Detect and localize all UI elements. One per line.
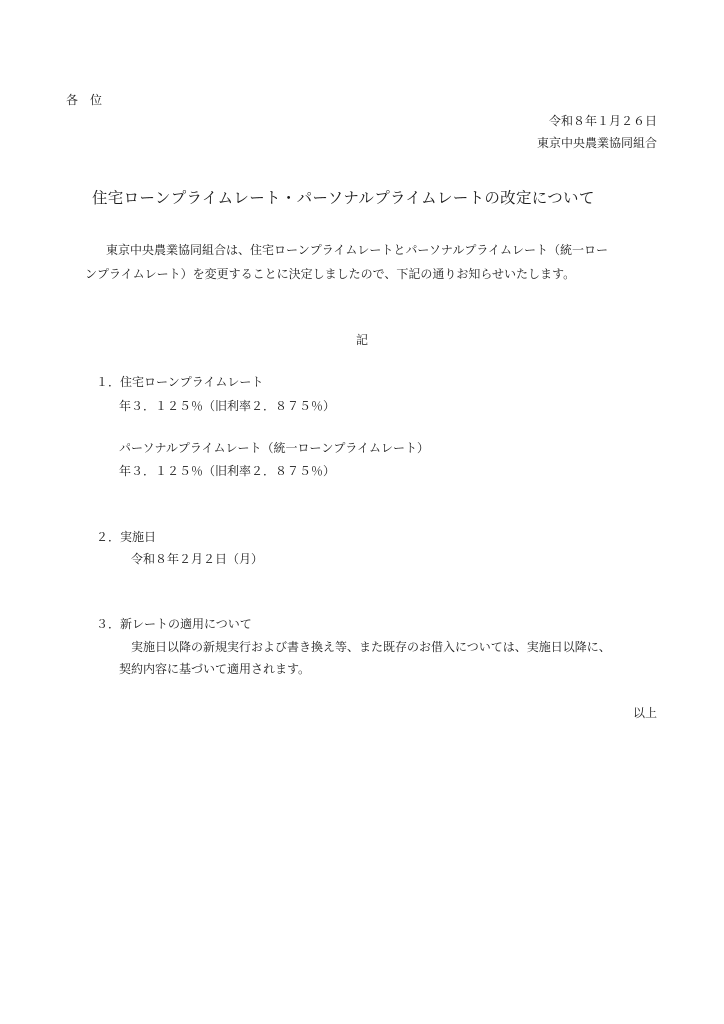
section-1-heading: １．住宅ローンプライムレート: [96, 375, 264, 389]
addressee: 各 位: [66, 93, 103, 107]
section-3-heading: ３．新レートの適用について: [96, 617, 252, 631]
issuer-name: 東京中央農業協同組合: [536, 136, 657, 150]
ki-heading: 記: [356, 333, 369, 347]
document-title: 住宅ローンプライムレート・パーソナルプライムレートの改定について: [92, 189, 595, 207]
intro-line-2: ンプライムレート）を変更することに決定しましたので、下記の通りお知らせいたします。: [85, 267, 576, 281]
housing-loan-rate: 年３．１２５％（旧利率２．８７５％）: [119, 399, 336, 413]
personal-prime-heading: パーソナルプライムレート（統一ローンプライムレート）: [119, 441, 429, 455]
personal-prime-rate: 年３．１２５％（旧利率２．８７５％）: [119, 464, 336, 478]
section-3-line-2: 契約内容に基づいて適用されます。: [119, 662, 311, 676]
intro-line-1: 東京中央農業協同組合は、住宅ローンプライムレートとパーソナルプライムレート（統一ロー: [106, 243, 608, 257]
section-2-heading: ２．実施日: [96, 530, 157, 544]
effective-date: 令和８年２月２日（月）: [131, 552, 264, 566]
issue-date: 令和８年１月２６日: [548, 114, 657, 128]
section-3-line-1: 実施日以降の新規実行および書き換え等、また既存のお借入については、実施日以降に、: [131, 640, 611, 654]
closing-ijo: 以上: [632, 706, 657, 720]
